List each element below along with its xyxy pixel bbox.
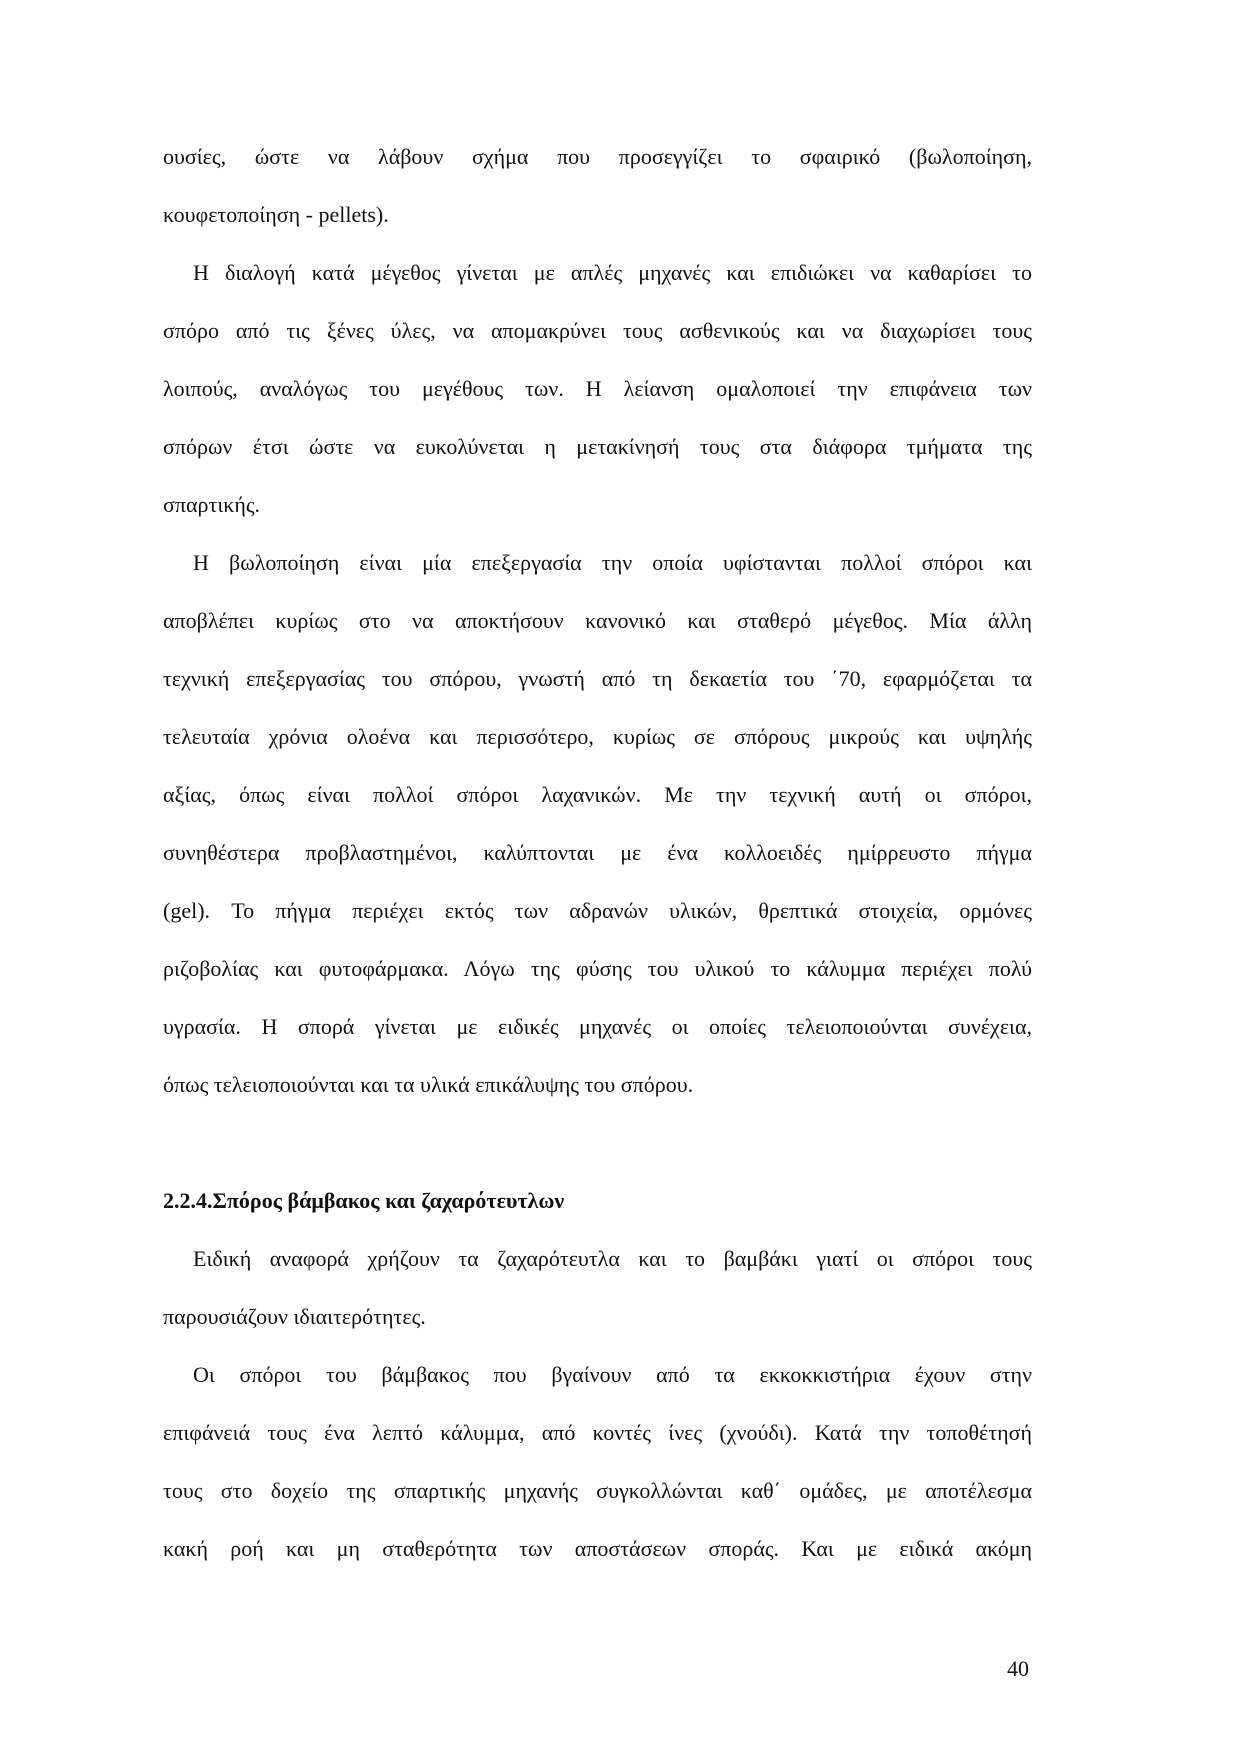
paragraph-4-line-2: παρουσιάζουν ιδιαιτερότητες. (163, 1304, 426, 1329)
paragraph-1 (163, 128, 1032, 244)
paragraph-5 (163, 1346, 1032, 1578)
paragraph-3-line-10: όπως τελειοποιούνται και τα υλικά επικάλυψης του σπόρου. (163, 1072, 694, 1097)
paragraph-5-line-4: κακή ροή και μη σταθερότητα των αποστάσεων σποράς. Και με ειδικά ακόμη (163, 1536, 1032, 1561)
paragraph-3-line-7: (gel). Το πήγμα περιέχει εκτός των αδρανών υλικών, θρεπτικά στοιχεία, ορμόνες (163, 898, 1032, 923)
paragraph-3-line-2: αποβλέπει κυρίως στο να αποκτήσουν κανονικό και σταθερό μέγεθος. Μία άλλη (163, 608, 1032, 633)
page-number: 40 (1007, 1656, 1029, 1681)
text-column (163, 128, 1032, 1578)
paragraph-2 (163, 244, 1032, 534)
paragraph-4 (163, 1230, 1032, 1346)
section-spacer (163, 1114, 1032, 1172)
paragraph-2-line-1: Η διαλογή κατά μέγεθος γίνεται με απλές μηχανές και επιδιώκει να καθαρίσει το (193, 260, 1032, 285)
paragraph-2-line-2: σπόρο από τις ξένες ύλες, να απομακρύνει τους ασθενικούς και να διαχωρίσει τους (163, 318, 1032, 343)
paragraph-5-line-2: επιφάνειά τους ένα λεπτό κάλυμμα, από κοντές ίνες (χνούδι). Κατά την τοποθέτησή (163, 1420, 1032, 1445)
paragraph-3-line-1: Η βωλοποίηση είναι μία επεξεργασία την οποία υφίστανται πολλοί σπόροι και (193, 550, 1032, 575)
section-heading: 2.2.4.Σπόρος βάμβακος και ζαχαρότευτλων (163, 1188, 565, 1213)
paragraph-5-line-1: Οι σπόροι του βάμβακος που βγαίνουν από τα εκκοκκιστήρια έχουν στην (193, 1362, 1032, 1387)
paragraph-3 (163, 534, 1032, 1114)
paragraph-2-line-3: λοιπούς, αναλόγως του μεγέθους των. Η λείανση ομαλοποιεί την επιφάνεια των (163, 376, 1032, 401)
paragraph-3-line-5: αξίας, όπως είναι πολλοί σπόροι λαχανικών. Με την τεχνική αυτή οι σπόροι, (163, 782, 1032, 807)
paragraph-5-line-3: τους στο δοχείο της σπαρτικής μηχανής συγκολλώνται καθ΄ ομάδες, με αποτέλεσμα (163, 1478, 1032, 1503)
paragraph-3-line-3: τεχνική επεξεργασίας του σπόρου, γνωστή από τη δεκαετία του ΄70, εφαρμόζεται τα (163, 666, 1032, 691)
paragraph-4-line-1: Ειδική αναφορά χρήζουν τα ζαχαρότευτλα και το βαμβάκι γιατί οι σπόροι τους (193, 1246, 1032, 1271)
paragraph-1-line-2: κουφετοποίηση - pellets). (163, 202, 389, 227)
paragraph-3-line-9: υγρασία. Η σπορά γίνεται με ειδικές μηχανές οι οποίες τελειοποιούνται συνέχεια, (163, 1014, 1032, 1039)
paragraph-2-line-4: σπόρων έτσι ώστε να ευκολύνεται η μετακίνησή τους στα διάφορα τμήματα της (163, 434, 1032, 459)
paragraph-3-line-4: τελευταία χρόνια ολοένα και περισσότερο, κυρίως σε σπόρους μικρούς και υψηλής (163, 724, 1032, 749)
paragraph-3-line-6: συνηθέστερα προβλαστημένοι, καλύπτονται με ένα κολλοειδές ημίρρευστο πήγμα (163, 840, 1032, 865)
paragraph-2-line-5: σπαρτικής. (163, 492, 261, 517)
paragraph-3-line-8: ριζοβολίας και φυτοφάρμακα. Λόγω της φύσης του υλικού το κάλυμμα περιέχει πολύ (163, 956, 1032, 981)
paragraph-1-line-1: ουσίες, ώστε να λάβουν σχήμα που προσεγγίζει το σφαιρικό (βωλοποίηση, (163, 144, 1032, 169)
